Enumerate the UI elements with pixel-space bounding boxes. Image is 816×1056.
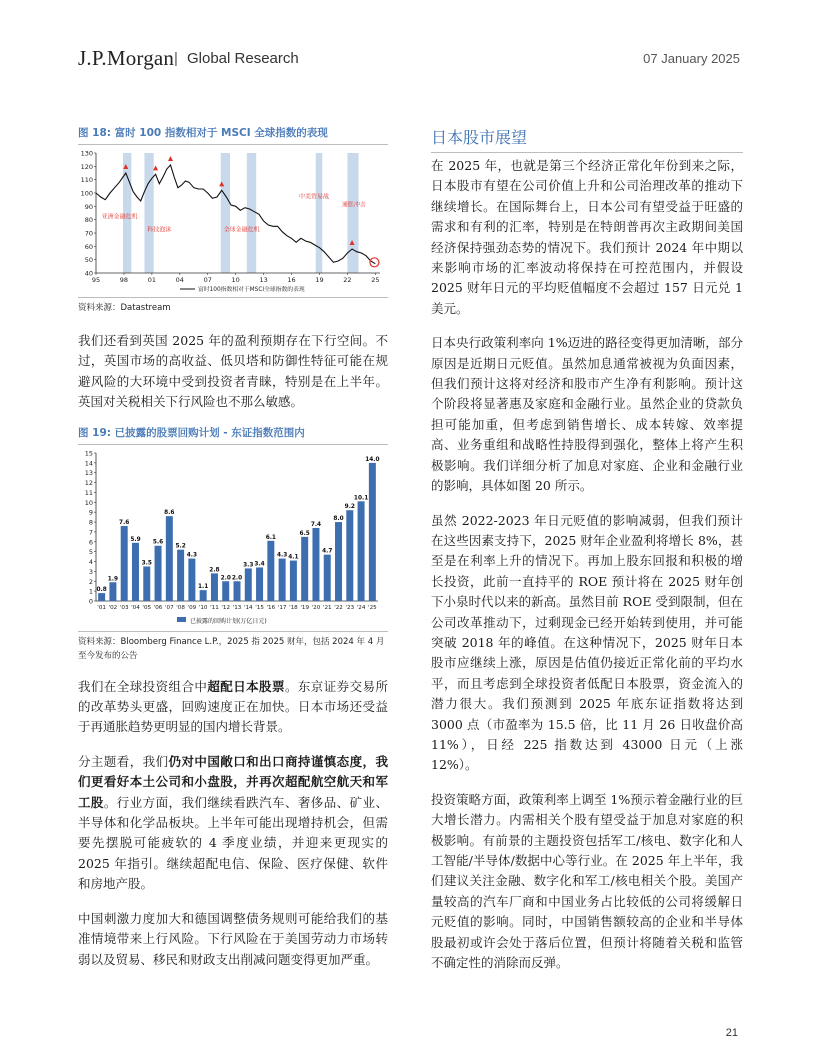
section-title-rule [431,152,743,153]
y-tick-label: 10 [84,498,93,507]
x-tick-label: 04 [175,276,184,284]
x-tick-label: '03 [119,604,129,611]
bar [155,545,162,600]
bar-value-label: 14.0 [365,456,380,463]
bar-value-label: 4.7 [322,548,333,555]
x-tick-label: 19 [315,276,324,284]
period-annotation: 通胀冲击 [341,201,366,209]
y-tick-label: 9 [88,508,93,517]
peak-marker [153,165,158,170]
x-tick-label: 22 [343,276,352,284]
y-tick-label: 4 [88,557,93,566]
y-tick-label: 120 [80,162,93,171]
right-paragraph-2: 日本央行政策利率向 1%迈进的路径变得更加清晰，部分原因是近期日元贬值。虽然加息通常被视为负面因素，但我们预计这将对经济和股市产生净有利影响。预计这个阶段将显著惠及家庭和金融行业。虽然企业的贷款负担可能加重，但考虑到销售增长、成本转嫁、效率提高、业务重组和战略性持股得到强化，整体上将产生积极影响。我们详细分析了加息对家庭、企业和金融行业的影响，具体如图 20 所示。 [431,335,743,494]
x-tick-label: '20 [311,604,321,611]
page-number: 21 [725,1027,738,1039]
x-tick-label: '11 [210,604,219,611]
brand-logo: J.P.Morgan [78,46,175,70]
left-paragraph-4: 中国刺激力度加大和德国调整债务规则可能给我们的基准情境带来上行风险。下行风险在于美国劳动力市场转弱以及贸易、移民和财政支出削减问题变得更加严重。 [78,910,388,967]
x-tick-label: '04 [131,604,140,611]
left-paragraph-3 [78,752,388,895]
bar [188,558,195,600]
x-tick-label: '24 [356,604,366,611]
bar [132,542,139,600]
y-tick-label: 50 [84,256,93,265]
right-column [431,125,743,973]
left-paragraph-3-text-b: 。行业方面，我们继续看跌汽车、奢侈品、矿业、半导体和化学品板块。上半年可能出现增持机会，但需要先摆脱可能疲软的 4 季度业绩，并迎来更现实的 2025 年指引。继续超配电信、保险、医疗保健、软件和房地产股。 [78,794,388,892]
left-paragraph-1: 我们还看到英国 2025 年的盈利预期存在下行空间。不过，英国市场的高收益、低贝塔和防御性特征可能在规避风险的大环境中受到投资者青睐，特别是在上半年。英国对关税相关下行风险也不那么敏感。 [78,333,388,410]
left-paragraph-3-text-a: 分主题看，我们 [78,753,169,769]
x-tick-label: 10 [231,276,240,284]
y-tick-label: 90 [84,202,93,211]
y-tick-label: 8 [88,518,93,527]
x-tick-label: '07 [164,604,174,611]
bar [335,522,342,601]
left-column [78,125,388,970]
shaded-period [144,153,153,273]
period-annotation: 科技泡沫 [147,226,172,234]
y-tick-label: 110 [80,176,93,185]
y-tick-label: 0 [88,597,93,606]
period-annotation: 全球金融危机 [223,226,260,234]
x-tick-label: '16 [266,604,276,611]
section-title: 日本股市展望 [431,128,528,147]
x-tick-label: '08 [176,604,185,611]
bar [166,516,173,601]
bar-value-label: 7.4 [310,521,322,528]
figure-18-title: 图 18: 富时 100 指数相对于 MSCI 全球指数的表现 [78,127,328,139]
bar [324,554,331,600]
y-tick-label: 11 [84,488,93,497]
figure-18-bottom-rule [78,297,388,298]
x-tick-label: 01 [147,276,157,284]
y-tick-label: 130 [80,149,93,158]
x-tick-label: '21 [322,604,332,611]
bar-value-label: 8.6 [164,509,175,516]
x-tick-label: '18 [289,604,298,611]
bar-value-label: 2.0 [220,574,231,581]
bar [109,582,116,601]
figure-19-source: 资料来源：Bloomberg Finance L.P.，2025 指 2025 财年，包括 2024 年 4 月至今发布的公告 [78,636,385,661]
bar [222,581,229,601]
y-tick-label: 2 [88,577,93,586]
legend-label: 已披露的回购计划(万亿日元) [190,617,267,625]
right-paragraph-4: 投资策略方面，政策利率上调至 1%预示着金融行业的巨大增长潜力。内需相关个股有望受益于加息对家庭的积极影响。有前景的主题投资包括军工/核电、数字化和人工智能/半导体/数据中心等行业。在 2025 年上半年，我们建议关注金融、数字化和军工/核电相关个股。美国产量较高的汽车厂商和中国业务占比较低的公司将缓解日元贬值的影响。同时，中国销售额较高的企业和半导体股最初或许会处于落后位置，但预计将随着关税和监管不确定性的消除而反弹。 [431,791,743,971]
bar [312,528,319,601]
bar-value-label: 6.5 [299,530,310,537]
y-tick-label: 13 [84,468,93,477]
bar [177,549,184,600]
x-tick-label: '14 [243,604,253,611]
figure-19-chart [78,445,388,629]
y-tick-label: 6 [88,537,93,546]
x-tick-label: '12 [221,604,231,611]
bar [279,558,286,600]
right-paragraph-3: 虽然 2022-2023 年日元贬值的影响减弱，但我们预计在这些因素支持下，2025 财年企业盈利将增长 8%，甚至是在利率上升的情况下。再加上股东回报和积极的增长投资，此前一直持平的 ROE 预计将在 2025 财年创下小泉时代以来的新高。虽然目前 ROE 受到限制，但在公司改革推动下，过剩现金已经开始转到使用，并可能突破 2018 年的峰值。在这种情况下，2025 财年日本股市应继续上涨，原因是估值仍接近正常化前的平均水平，而且考虑到全球投资者低配日本股票，资金流入的潜力很大。我们预测到 2025 年底东证指数将达到 3000 点（市盈率为 15.5 倍，比 11 月 26 日收盘价高 11%），日经 225 指数达到 43000 日元（上涨 12%）。 [431,512,743,773]
bar-value-label: 1.1 [198,583,209,590]
bar-value-label: 2.8 [209,566,220,573]
bar-value-label: 3.3 [243,562,254,569]
bar [358,501,365,601]
x-tick-label: '13 [232,604,242,611]
bar-value-label: 3.5 [141,560,152,567]
x-tick-label: '10 [198,604,208,611]
bar [267,540,274,600]
bar [290,560,297,600]
bar-value-label: 6.1 [265,534,276,541]
bar-value-label: 4.1 [288,554,299,561]
x-tick-label: 13 [259,276,268,284]
bar [301,536,308,600]
bar-value-label: 5.6 [152,539,164,546]
x-tick-label: '06 [153,604,163,611]
bar [256,567,263,601]
bar-value-label: 1.9 [107,575,119,582]
bar [200,590,207,601]
shaded-period [347,153,358,273]
bar [121,526,128,601]
y-tick-label: 14 [84,458,93,467]
x-tick-label: 07 [203,276,212,284]
latest-value-circle [370,258,379,267]
y-tick-label: 70 [84,229,93,238]
legend-swatch [177,617,186,622]
x-tick-label: '02 [108,604,118,611]
shaded-period [221,153,230,273]
y-tick-label: 60 [84,242,93,251]
figure-18-chart [78,145,388,295]
left-paragraph-2-text-a: 我们在全球投资组合中 [78,678,208,694]
x-tick-label: '09 [187,604,197,611]
right-paragraph-1: 在 2025 年，也就是第三个经济正常化年份到来之际，日本股市有望在公司价值上升和公司治理改革的推动下继续增长。在国际舞台上，日本公司有望受益于旺盛的需求和有利的汇率，特别是在特朗普再次主政期间美国经济保持强劲态势的情况下。我们预计 2024 年中期以来影响市场的汇率波动将保持在可控范围内，并假设 2025 财年日元的平均贬值幅度不会超过 157 日元兑 1 美元。 [431,158,743,316]
bar [245,568,252,601]
x-tick-label: 16 [287,276,296,284]
x-tick-label: '05 [142,604,152,611]
x-tick-label: '23 [345,604,355,611]
y-tick-label: 12 [84,478,93,487]
bar-value-label: 5.2 [175,543,186,550]
left-paragraph-2 [78,677,388,738]
y-tick-label: 1 [88,587,93,596]
bar-value-label: 9.2 [344,503,355,510]
bar-value-label: 7.6 [119,519,130,526]
peak-marker [168,156,173,161]
x-tick-label: 95 [91,276,101,284]
x-tick-label: '15 [255,604,264,611]
left-paragraph-2-text-b: 。东京证券交易所的改革势头更盛，回购速度正在加快。日本市场还受益于再通胀趋势更明显的国内增长背景。 [78,678,388,735]
shaded-period [316,153,323,273]
y-tick-label: 100 [80,189,93,198]
x-tick-label: '17 [277,604,287,611]
figure-18-source: 资料来源：Datastream [78,303,171,313]
x-tick-label: 98 [119,276,129,284]
period-annotation: 亚洲金融危机 [101,213,138,221]
bar [234,581,241,601]
bar-value-label: 4.3 [276,552,288,559]
y-tick-label: 15 [84,449,93,458]
y-tick-label: 40 [84,269,93,278]
y-tick-label: 5 [88,547,93,556]
bar [211,573,218,601]
period-annotation: 中美贸易战 [298,193,330,201]
x-tick-label: 25 [371,276,380,284]
bar-value-label: 10.1 [353,494,369,501]
x-tick-label: '22 [334,604,343,611]
bar-value-label: 8.0 [333,515,344,522]
shaded-period [247,153,256,273]
bar-value-label: 0.8 [96,586,107,593]
left-paragraph-2-bold: 超配日本股票 [207,678,285,694]
bar [369,462,376,600]
bar-value-label: 3.4 [254,561,265,568]
bar [143,566,150,601]
y-tick-label: 80 [84,216,93,225]
bar [346,510,353,601]
header-division: Global Research [187,50,299,67]
bar-value-label: 2.0 [231,574,243,581]
header-date: 07 January 2025 [643,51,740,66]
x-tick-label: '01 [97,604,106,611]
figure-19-title: 图 19: 已披露的股票回购计划 - 东证指数范围内 [78,426,305,439]
left-paragraph-3-bold: 仍对中国敞口和出口商持谨慎态度，我们更看好本土公司和小盘股，并再次超配航空航天和军工股 [78,753,388,810]
bar-value-label: 5.9 [130,536,141,543]
figure-19-bottom-rule [78,631,388,632]
legend-label: 富时100指数相对于MSCI全球指数的表现 [198,287,305,293]
x-tick-label: '25 [368,604,377,611]
header-separator: | [174,50,178,67]
y-tick-label: 7 [88,528,93,537]
series-line-ftse-vs-msci [96,165,375,264]
x-tick-label: '19 [300,604,310,611]
bar [98,593,105,601]
y-tick-label: 3 [88,567,93,576]
bar-value-label: 4.3 [186,552,198,559]
